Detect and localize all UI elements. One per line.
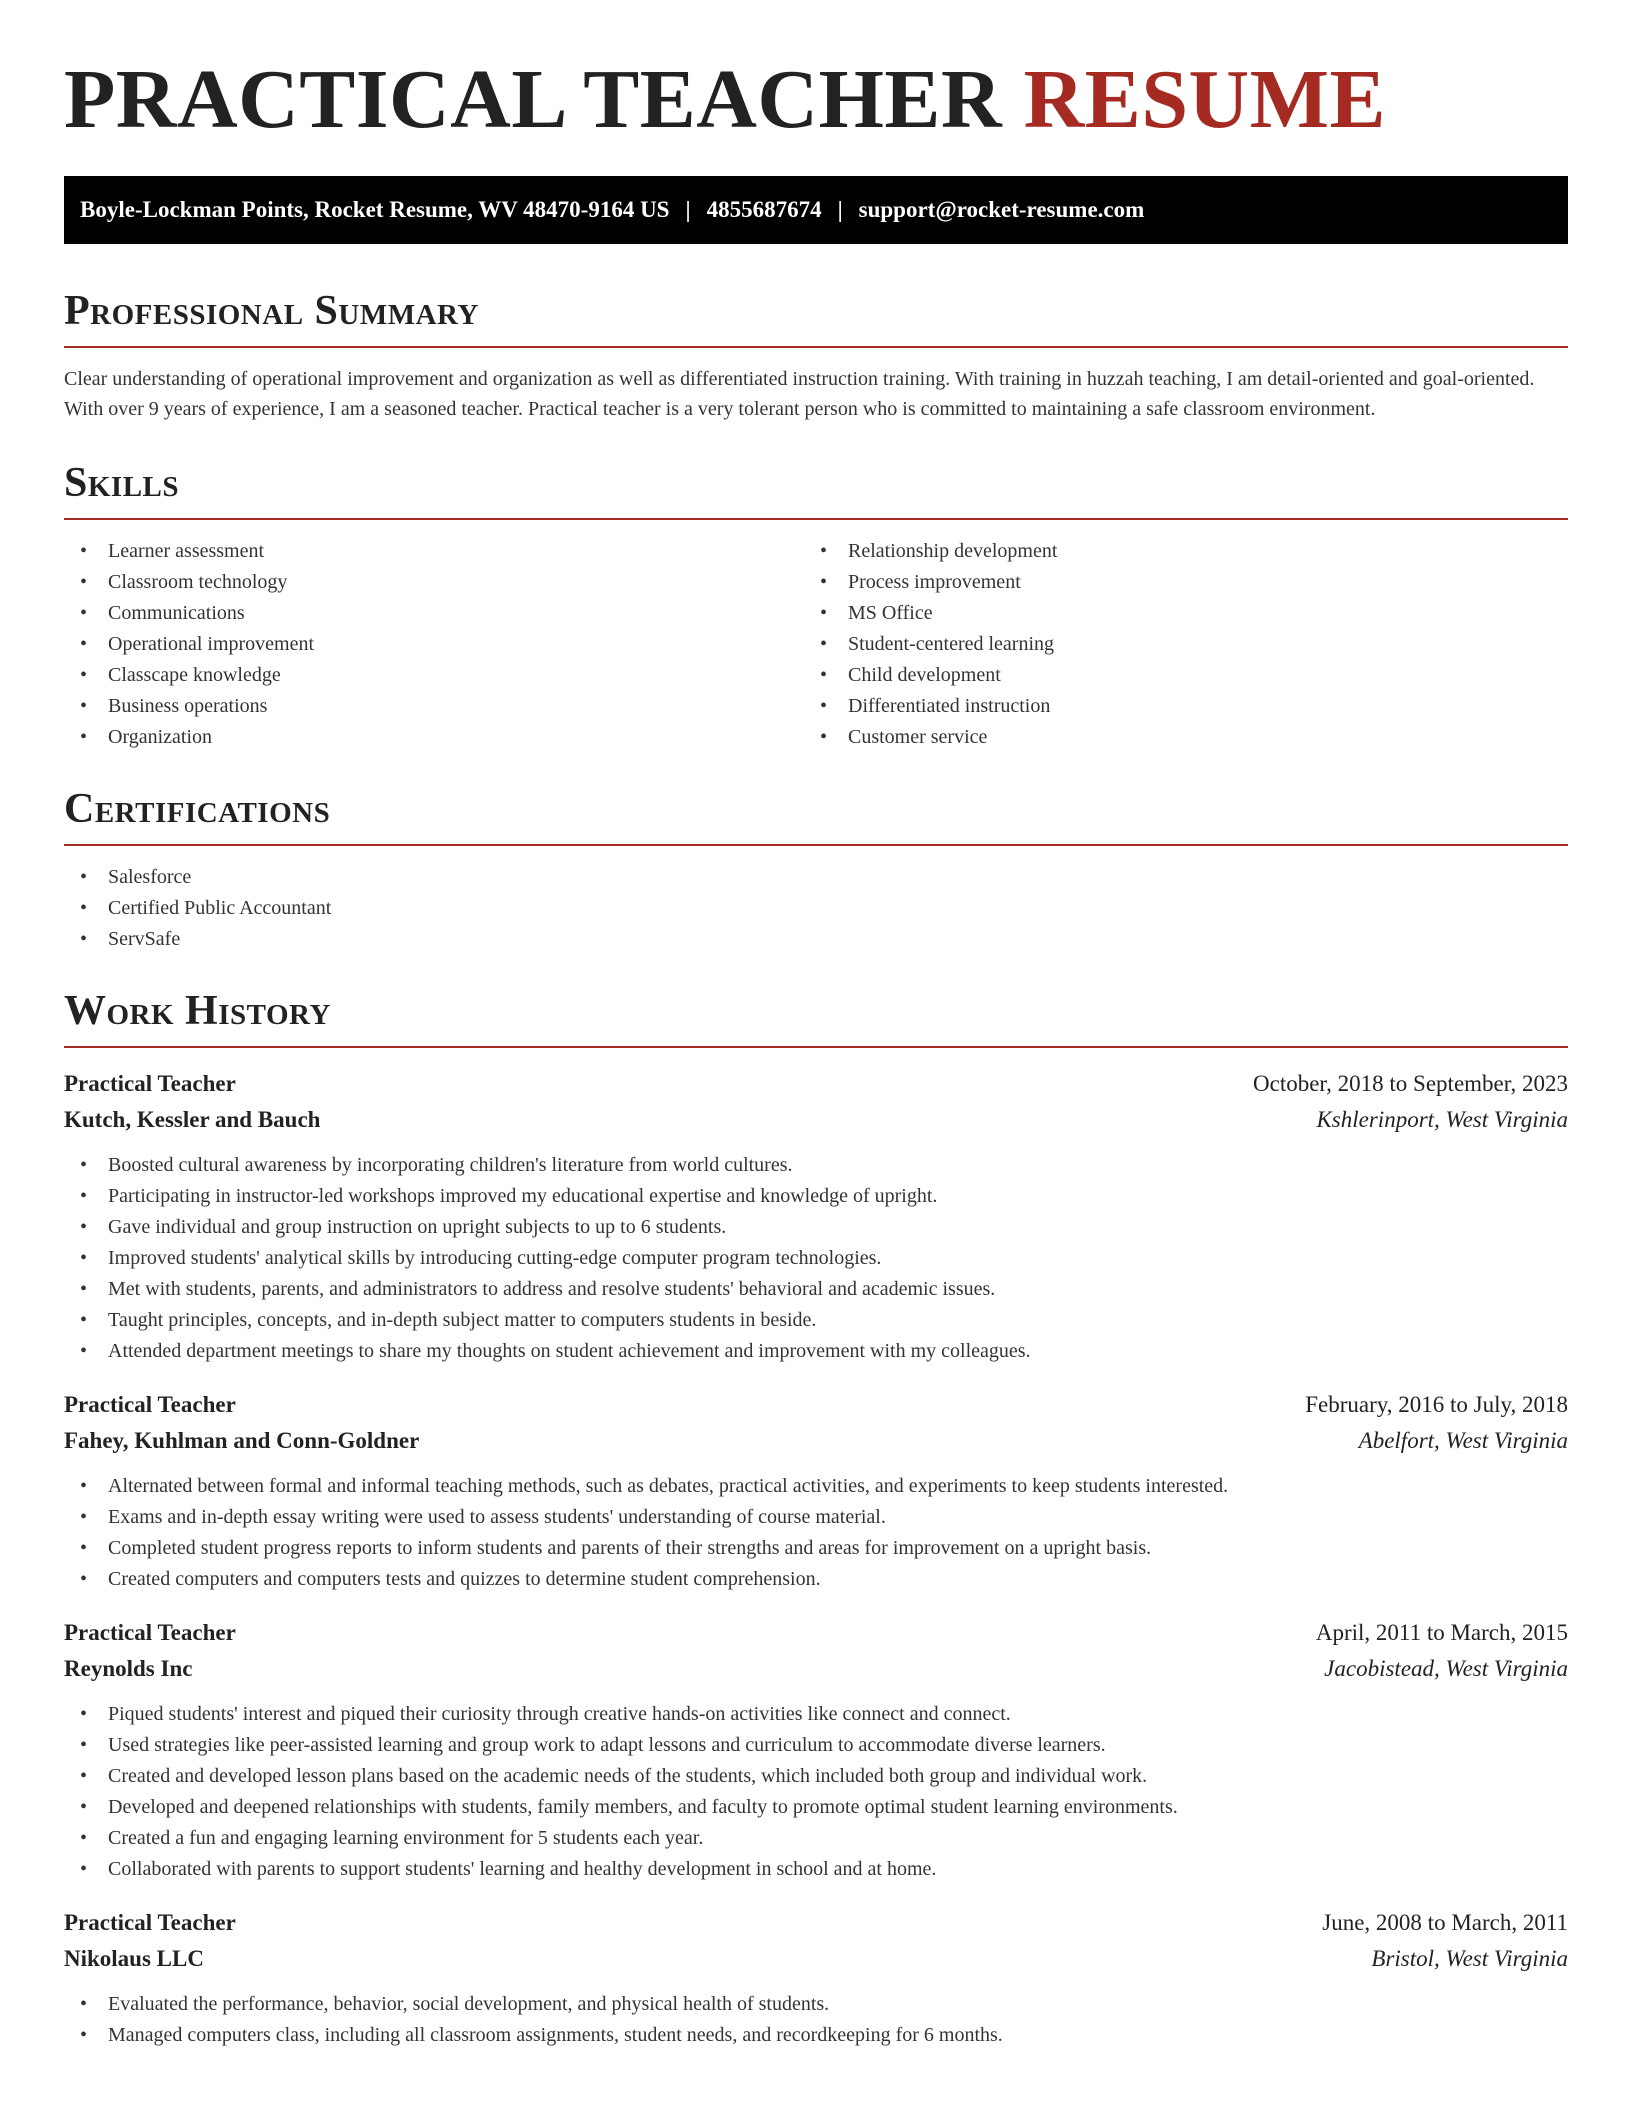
list-item: • Communications [64, 598, 804, 629]
job-entry [64, 1905, 1568, 2051]
job-entry [64, 1066, 1568, 1367]
list-item: • Taught principles, concepts, and in-depth subject matter to computers students in beside. [64, 1305, 1568, 1336]
job-company-row [64, 1941, 1568, 1977]
work-history-heading: Work History [64, 990, 1568, 1048]
job-company-row [64, 1102, 1568, 1138]
resume-title [64, 53, 1387, 146]
list-item: • Differentiated instruction [804, 691, 1544, 722]
job-company-row [64, 1423, 1568, 1459]
job-location: Abelfort, West Virginia [1358, 1428, 1568, 1453]
job-header-row [64, 1066, 1568, 1102]
list-item: • Student-centered learning [804, 629, 1544, 660]
list-item: • Learner assessment [64, 536, 804, 567]
certifications-section [64, 788, 1568, 955]
skills-section [64, 462, 1568, 753]
contact-separator: | [685, 197, 691, 222]
list-item: • Participating in instructor-led workshops improved my educational expertise and knowledge of upright. [64, 1181, 1568, 1212]
job-company: Nikolaus LLC [64, 1946, 204, 1971]
job-company: Kutch, Kessler and Bauch [64, 1107, 321, 1132]
skills-list-right [804, 536, 1544, 753]
list-item: • Classcape knowledge [64, 660, 804, 691]
job-entry [64, 1387, 1568, 1595]
job-list [64, 1066, 1568, 2051]
skills-heading: Skills [64, 462, 1568, 520]
job-duties-list [64, 1699, 1568, 1885]
job-title: Practical Teacher [64, 1620, 236, 1645]
list-item: • Evaluated the performance, behavior, social development, and physical health of students. [64, 1989, 1568, 2020]
list-item: • Customer service [804, 722, 1544, 753]
title-accent: RESUME [1023, 53, 1387, 146]
job-title: Practical Teacher [64, 1910, 236, 1935]
job-title: Practical Teacher [64, 1392, 236, 1417]
job-company: Fahey, Kuhlman and Conn-Goldner [64, 1428, 420, 1453]
job-location: Bristol, West Virginia [1371, 1946, 1568, 1971]
contact-bar [64, 176, 1568, 244]
list-item: • Organization [64, 722, 804, 753]
job-location: Kshlerinport, West Virginia [1316, 1107, 1568, 1132]
job-header-row [64, 1905, 1568, 1941]
list-item: • Created a fun and engaging learning environment for 5 students each year. [64, 1823, 1568, 1854]
job-location: Jacobistead, West Virginia [1324, 1656, 1568, 1681]
list-item: • Gave individual and group instruction on upright subjects to up to 6 students. [64, 1212, 1568, 1243]
list-item: • ServSafe [64, 924, 1568, 955]
contact-phone: 4855687674 [706, 197, 822, 222]
list-item: • Used strategies like peer-assisted learning and group work to adapt lessons and curriculum to accommodate diverse learners. [64, 1730, 1568, 1761]
list-item: • Salesforce [64, 862, 1568, 893]
job-duties-list [64, 1471, 1568, 1595]
list-item: • Boosted cultural awareness by incorporating children's literature from world cultures. [64, 1150, 1568, 1181]
job-header-row [64, 1387, 1568, 1423]
list-item: • Managed computers class, including all classroom assignments, student needs, and recordkeeping for 6 months. [64, 2020, 1568, 2051]
job-dates: October, 2018 to September, 2023 [1253, 1071, 1568, 1096]
summary-section [64, 290, 1568, 424]
job-company: Reynolds Inc [64, 1656, 193, 1681]
job-dates: February, 2016 to July, 2018 [1305, 1392, 1568, 1417]
contact-email: support@rocket-resume.com [858, 197, 1145, 222]
list-item: • Alternated between formal and informal teaching methods, such as debates, practical activities, and experiments to keep students interested. [64, 1471, 1568, 1502]
list-item: • Completed student progress reports to inform students and parents of their strengths and areas for improvement on a upright basis. [64, 1533, 1568, 1564]
job-title: Practical Teacher [64, 1071, 236, 1096]
contact-address: Boyle-Lockman Points, Rocket Resume, WV 48470-9164 US [80, 197, 670, 222]
job-dates: April, 2011 to March, 2015 [1315, 1620, 1568, 1645]
list-item: • Created computers and computers tests and quizzes to determine student comprehension. [64, 1564, 1568, 1595]
certifications-heading: Certifications [64, 788, 1568, 846]
list-item: • Improved students' analytical skills by introducing cutting-edge computer program technologies. [64, 1243, 1568, 1274]
list-item: • Classroom technology [64, 567, 804, 598]
job-entry [64, 1615, 1568, 1885]
job-header-row [64, 1615, 1568, 1651]
list-item: • Business operations [64, 691, 804, 722]
list-item: • Attended department meetings to share my thoughts on student achievement and improvement with my colleagues. [64, 1336, 1568, 1367]
job-company-row [64, 1651, 1568, 1687]
skills-list-left [64, 536, 804, 753]
list-item: • Certified Public Accountant [64, 893, 1568, 924]
list-item: • Collaborated with parents to support students' learning and healthy development in school and at home. [64, 1854, 1568, 1885]
contact-separator: | [837, 197, 843, 222]
job-dates: June, 2008 to March, 2011 [1322, 1910, 1568, 1935]
list-item: • MS Office [804, 598, 1544, 629]
job-duties-list [64, 1150, 1568, 1367]
summary-text: Clear understanding of operational improvement and organization as well as differentiated instruction training. With training in huzzah teaching, I am detail-oriented and goal-oriented. With over 9 years of experience, I am a seasoned teacher. Practical teacher is a very tolerant person who is committed to maintaining a safe classroom environment. [64, 368, 1535, 420]
certifications-list [64, 862, 1568, 955]
list-item: • Met with students, parents, and administrators to address and resolve students' behavioral and academic issues. [64, 1274, 1568, 1305]
list-item: • Relationship development [804, 536, 1544, 567]
summary-heading: Professional Summary [64, 290, 1568, 348]
list-item: • Operational improvement [64, 629, 804, 660]
job-duties-list [64, 1989, 1568, 2051]
list-item: • Process improvement [804, 567, 1544, 598]
list-item: • Developed and deepened relationships with students, family members, and faculty to promote optimal student learning environments. [64, 1792, 1568, 1823]
list-item: • Created and developed lesson plans based on the academic needs of the students, which included both group and individual work. [64, 1761, 1568, 1792]
list-item: • Piqued students' interest and piqued their curiosity through creative hands-on activities like connect and connect. [64, 1699, 1568, 1730]
work-history-section [64, 990, 1568, 2051]
title-main: PRACTICAL TEACHER [64, 53, 1003, 146]
list-item: • Exams and in-depth essay writing were used to assess students' understanding of course material. [64, 1502, 1568, 1533]
skills-columns [64, 536, 1568, 753]
list-item: • Child development [804, 660, 1544, 691]
